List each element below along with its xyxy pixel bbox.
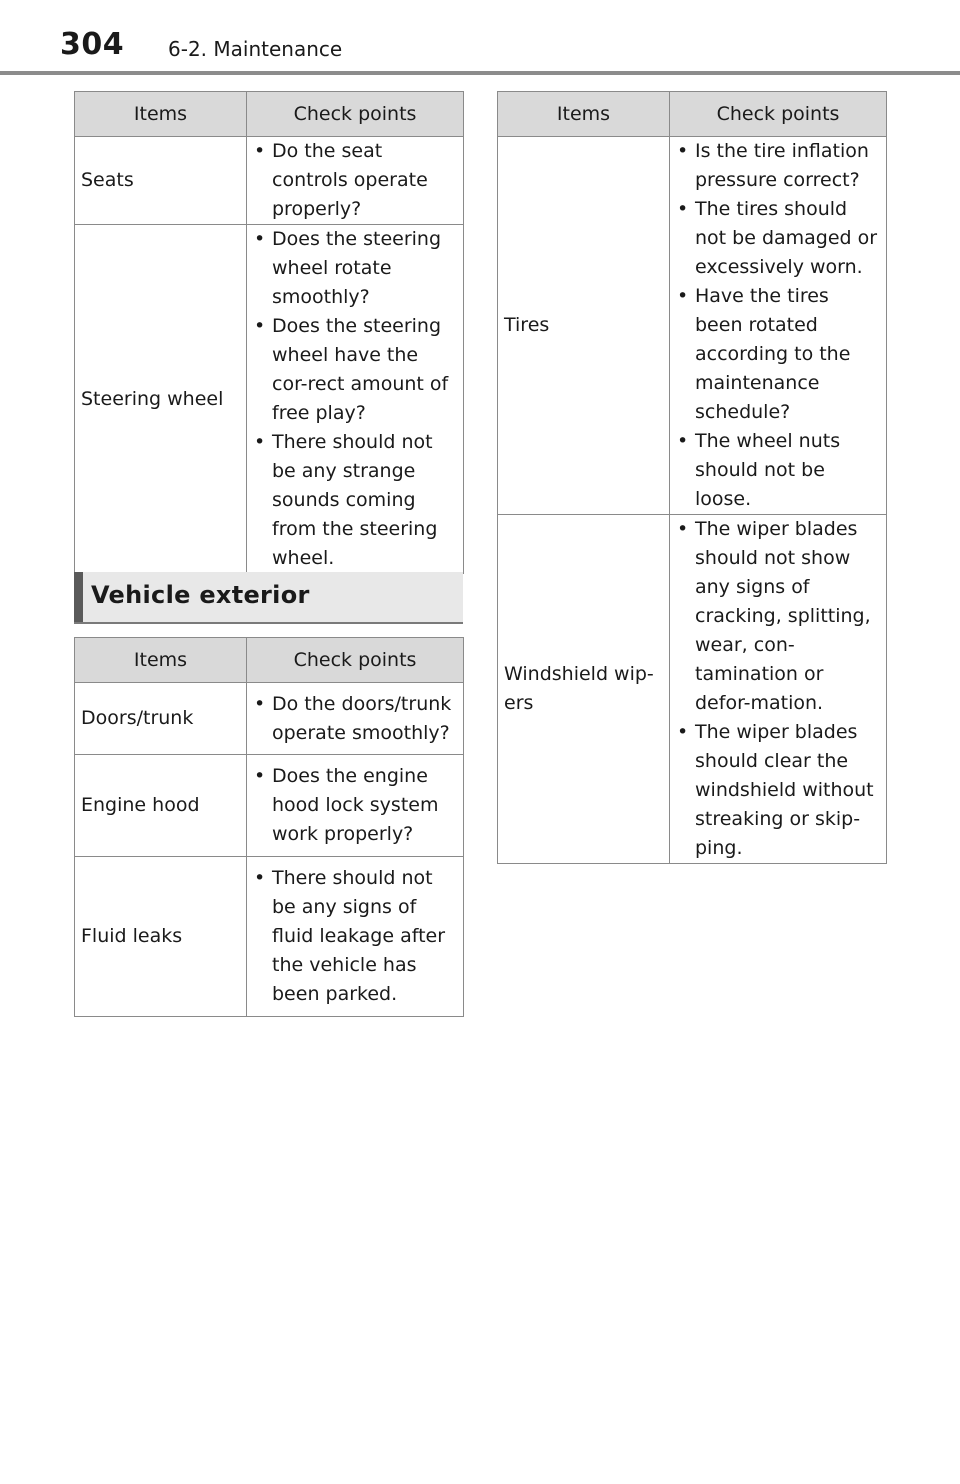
check-points-cell bbox=[670, 515, 887, 864]
check-point: • The tires should not be damaged or excessively worn. bbox=[670, 195, 882, 282]
heading-text: Vehicle exterior bbox=[91, 581, 310, 609]
check-point: • The wiper blades should not show any signs of cracking, splitting, wear, con-tamination or defor-mation. bbox=[670, 515, 882, 718]
section-title: 6-2. Maintenance bbox=[168, 37, 343, 61]
check-point: • Does the steering wheel have the cor-rect amount of free play? bbox=[247, 312, 459, 428]
check-point: • Do the seat controls operate properly? bbox=[247, 137, 459, 224]
column-header-items: Items bbox=[75, 638, 247, 683]
column-header-check-points: Check points bbox=[247, 92, 464, 137]
page-number: 304 bbox=[60, 27, 125, 62]
table-row bbox=[75, 857, 464, 1017]
page-header bbox=[0, 0, 960, 76]
table-header-row bbox=[75, 92, 464, 137]
check-point: • The wheel nuts should not be loose. bbox=[670, 427, 882, 514]
item-cell: Tires bbox=[498, 137, 670, 515]
column-header-check-points: Check points bbox=[247, 638, 464, 683]
heading-accent-bar bbox=[74, 572, 83, 622]
check-point: • Have the tires been rotated according to the maintenance schedule? bbox=[670, 282, 882, 427]
item-cell: Steering wheel bbox=[75, 225, 247, 574]
check-point: • Does the steering wheel rotate smoothly? bbox=[247, 225, 459, 312]
item-cell: Windshield wip-ers bbox=[498, 515, 670, 864]
table-row bbox=[498, 515, 887, 864]
check-point: • The wiper blades should clear the windshield without streaking or skip-ping. bbox=[670, 718, 882, 863]
column-header-items: Items bbox=[75, 92, 247, 137]
check-point: • Do the doors/trunk operate smoothly? bbox=[247, 690, 459, 748]
vehicle-exterior-table bbox=[74, 637, 464, 1017]
table-header-row bbox=[498, 92, 887, 137]
item-cell: Engine hood bbox=[75, 755, 247, 857]
table-header-row bbox=[75, 638, 464, 683]
column-header-check-points: Check points bbox=[670, 92, 887, 137]
check-points-cell bbox=[247, 225, 464, 574]
check-points-cell bbox=[247, 137, 464, 225]
vehicle-interior-table bbox=[74, 91, 464, 574]
check-points-cell bbox=[670, 137, 887, 515]
item-cell: Doors/trunk bbox=[75, 683, 247, 755]
check-point: • There should not be any signs of fluid leakage after the vehicle has been parked. bbox=[247, 864, 459, 1009]
check-points-cell bbox=[247, 857, 464, 1017]
table-row bbox=[75, 755, 464, 857]
item-cell: Fluid leaks bbox=[75, 857, 247, 1017]
item-cell: Seats bbox=[75, 137, 247, 225]
column-header-items: Items bbox=[498, 92, 670, 137]
check-point: • There should not be any strange sounds coming from the steering wheel. bbox=[247, 428, 459, 573]
header-rule bbox=[0, 71, 960, 75]
vehicle-exterior-table-continued bbox=[497, 91, 887, 864]
check-point: • Is the tire inflation pressure correct? bbox=[670, 137, 882, 195]
check-points-cell bbox=[247, 683, 464, 755]
table-row bbox=[498, 137, 887, 515]
table-row bbox=[75, 683, 464, 755]
check-points-cell bbox=[247, 755, 464, 857]
table-row bbox=[75, 225, 464, 574]
table-row bbox=[75, 137, 464, 225]
vehicle-exterior-heading bbox=[74, 572, 463, 624]
check-point: • Does the engine hood lock system work properly? bbox=[247, 762, 459, 849]
